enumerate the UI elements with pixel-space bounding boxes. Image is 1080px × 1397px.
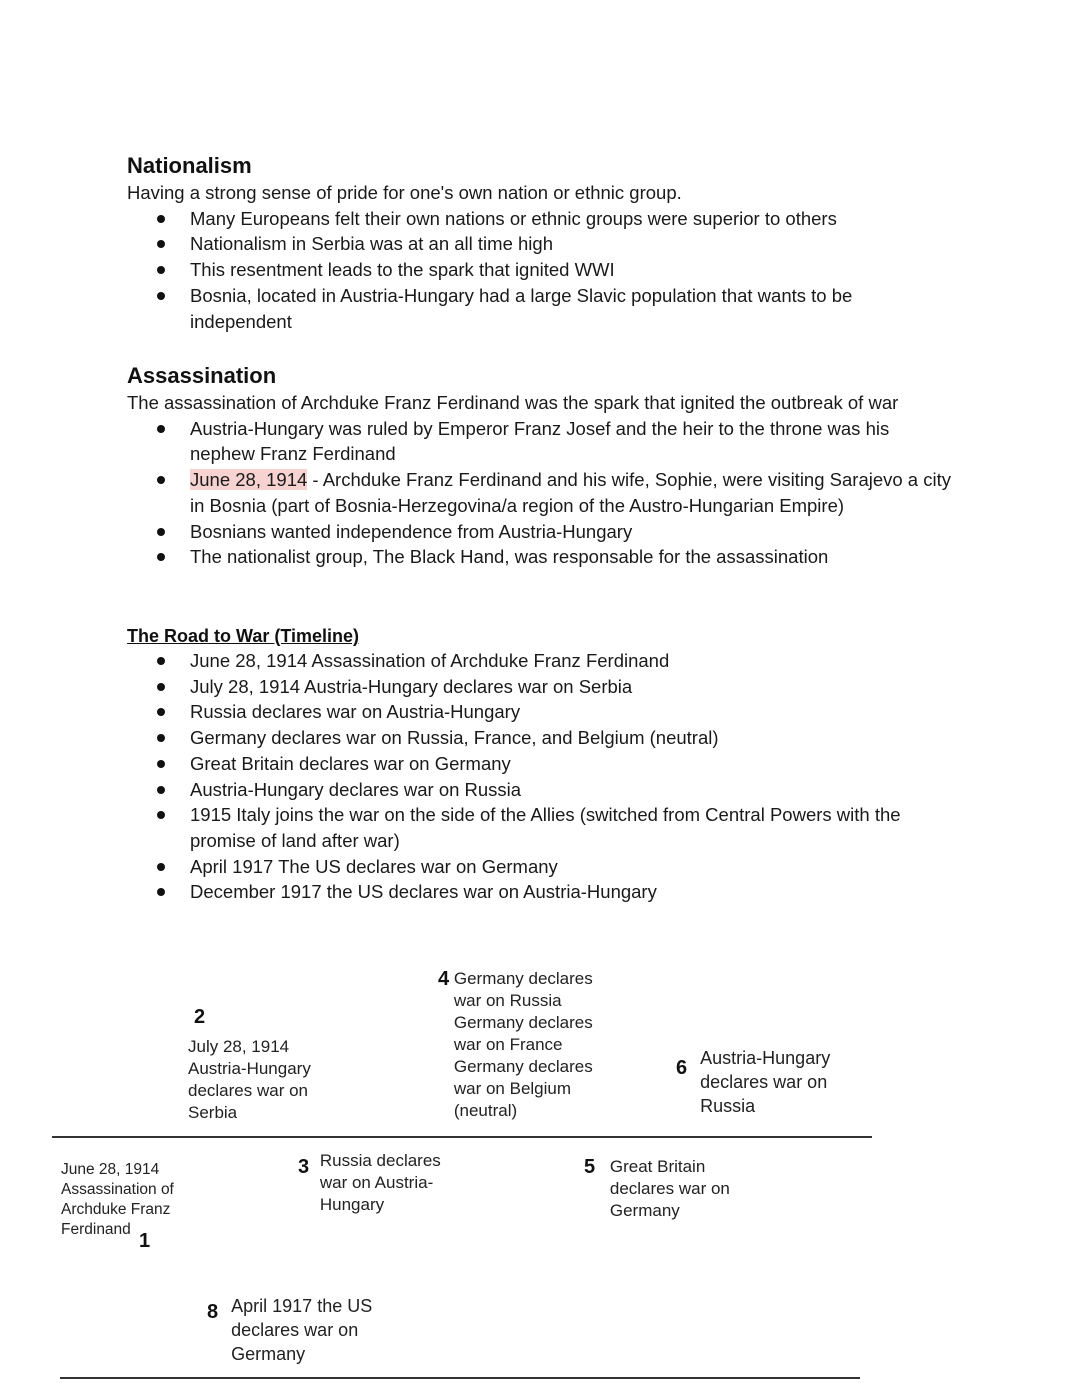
bullet-icon [157,240,165,248]
list-item: July 28, 1914 Austria-Hungary declares war on Serbia [127,674,957,700]
list-item: December 1917 the US declares war on Austria-Hungary [127,879,957,905]
list-item: Bosnians wanted independence from Austria-Hungary [127,519,957,545]
nationalism-section [127,152,957,334]
timeline-event-2 [188,1006,328,1124]
timeline-event-1-number [139,1230,150,1253]
list-item: The nationalist group, The Black Hand, was responsable for the assassination [127,544,957,570]
list-item: Germany declares war on Russia, France, and Belgium (neutral) [127,725,957,751]
timeline-label: Great Britain declares war on Germany [609,1157,730,1220]
list-item: June 28, 1914 Assassination of Archduke Franz Ferdinand [127,648,957,674]
highlighted-date: June 28, 1914 [190,469,308,491]
bullet-icon [157,528,165,536]
timeline-event-1 [61,1160,186,1240]
bullet-icon [157,734,165,742]
assassination-section [127,362,957,570]
bullet-icon [157,888,165,896]
bullet-icon [157,683,165,691]
list-item: April 1917 The US declares war on Germany [127,854,957,880]
timeline-number: 5 [584,1156,596,1178]
timeline-event-5 [584,1156,744,1222]
bullet-icon [157,425,165,433]
timeline-label: June 28, 1914 Assassination of Archduke Franz Ferdinand [61,1161,174,1238]
list-item: Austria-Hungary was ruled by Emperor Franz Josef and the heir to the throne was his nephew Franz Ferdinand [127,416,957,467]
timeline-label: Germany declares war on Russia Germany declares war on France Germany declares war on Belgium (neutral) [453,969,593,1120]
list-item: Nationalism in Serbia was at an all time high [127,231,957,257]
timeline-label: Austria-Hungary declares war on Russia [700,1048,831,1116]
list-item: Many Europeans felt their own nations or ethnic groups were superior to others [127,206,957,232]
nationalism-definition: Having a strong sense of pride for one's own nation or ethnic group. [127,182,682,203]
timeline-number: 4 [438,968,450,990]
bullet-icon [157,863,165,871]
nationalism-list [127,206,957,335]
timeline-event-8 [207,1294,387,1366]
bullet-icon [157,553,165,561]
bullet-icon [157,760,165,768]
list-item: June 28, 1914 - Archduke Franz Ferdinand and his wife, Sophie, were visiting Sarajevo a city in Bosnia (part of Bosnia-Herzegovina/a region of the Austro-Hungarian Empire) [127,467,957,518]
bullet-icon [157,786,165,794]
timeline-number: 6 [676,1057,688,1079]
bullet-icon [157,657,165,665]
timeline-number: 1 [139,1230,151,1252]
road-to-war-heading: The Road to War (Timeline) [127,626,360,646]
timeline-label: July 28, 1914 Austria-Hungary declares war on Serbia [188,1037,311,1122]
bullet-icon [157,811,165,819]
bullet-icon [157,215,165,223]
list-item: This resentment leads to the spark that ignited WWI [127,257,957,283]
timeline-axis-line [52,1136,872,1138]
timeline-number: 3 [298,1156,310,1178]
list-item: 1915 Italy joins the war on the side of the Allies (switched from Central Powers with the promise of land after war) [127,802,957,853]
timeline-event-3 [298,1150,448,1216]
assassination-heading: Assassination [127,363,277,388]
timeline-number: 2 [194,1006,206,1028]
timeline-label: Russia declares war on Austria-Hungary [319,1151,441,1214]
assassination-intro: The assassination of Archduke Franz Ferdinand was the spark that ignited the outbreak of war [127,392,899,413]
nationalism-heading: Nationalism [127,153,252,178]
bullet-icon [157,266,165,274]
timeline-label: April 1917 the US declares war on Germany [231,1296,373,1364]
road-to-war-list [127,648,957,905]
assassination-list [127,416,957,570]
list-item: Russia declares war on Austria-Hungary [127,699,957,725]
list-item: Great Britain declares war on Germany [127,751,957,777]
list-item: Austria-Hungary declares war on Russia [127,777,957,803]
road-to-war-section [127,624,957,905]
bullet-icon [157,708,165,716]
bullet-icon [157,476,165,484]
timeline-axis-line-2 [60,1377,860,1379]
timeline-number: 8 [207,1301,219,1323]
timeline-event-6 [676,1046,856,1118]
list-item: Bosnia, located in Austria-Hungary had a large Slavic population that wants to be independent [127,283,957,334]
timeline-event-4 [438,968,608,1122]
bullet-icon [157,292,165,300]
